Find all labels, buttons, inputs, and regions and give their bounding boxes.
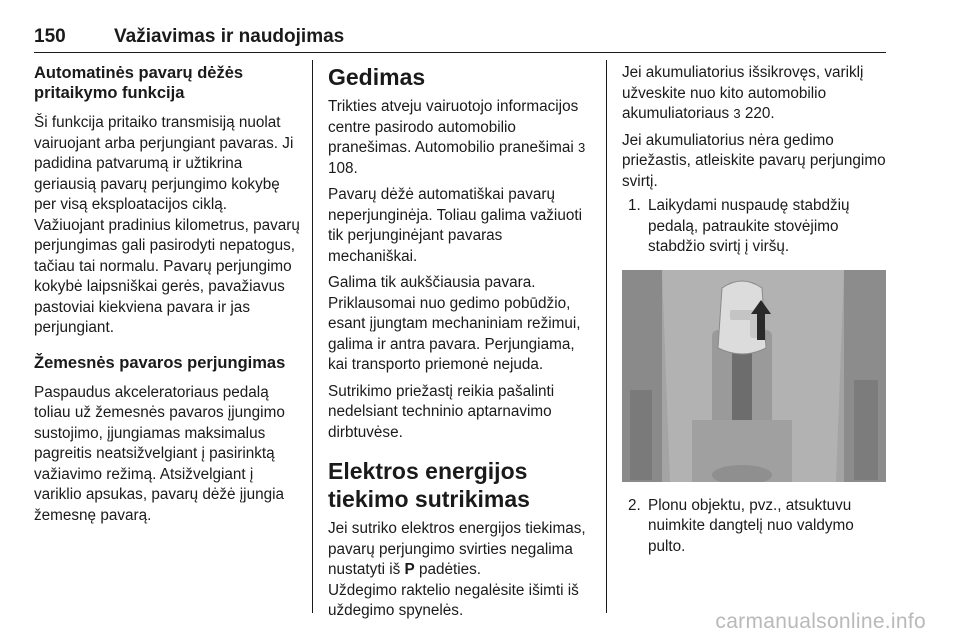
page-number: 150 xyxy=(34,26,66,47)
list-item xyxy=(622,196,888,258)
column-1 xyxy=(34,63,300,526)
steps-list xyxy=(622,196,888,258)
paragraph-kickdown: Paspaudus akceleratoriaus pedalą toliau už žemesnės pavaros įjungimo sustojimo, įjungiamas maksimalus pagreitis neatsižvelgiant į pasirinktą važiavimo režimą. Atsižvelgiant į variklio apsukas, pavarų dėžė įjungia žemesnę pavarą. xyxy=(34,383,285,524)
list-item xyxy=(622,496,888,558)
step-number: 2. xyxy=(628,496,641,514)
page-ref-link[interactable]: 108. xyxy=(328,159,358,177)
step-text: Plonu objektu, pvz., atsuktuvu nuimkite dangtelį nuo valdymo pulto. xyxy=(648,496,854,555)
paragraph-fault-1 xyxy=(328,97,594,179)
paragraph-battery-2: Jei akumuliatorius nėra gedimo priežastis, atleiskite pavarų perjungimo svirtį. xyxy=(622,131,886,190)
gear-selector-illustration xyxy=(622,270,886,482)
gear-selector-image xyxy=(622,270,886,482)
paragraph-fault-3: Galima tik aukščiausia pavara. Priklausomai nuo gedimo pobūdžio, esant įjungtam mechaniniam režimui, galima ir antra pavara. Perjungiama, kai transporto priemonė nejuda. xyxy=(328,274,581,373)
paragraph-fault-2: Pavarų dėžė automatiškai pavarų neperjunginėja. Toliau galima važiuoti tik perjunginėjant pavaras mechaniškai. xyxy=(328,186,582,265)
paragraph-power-2: Uždegimo raktelio negalėsite išimti iš uždegimo spynelės. xyxy=(328,581,579,619)
column-2 xyxy=(328,63,594,622)
paragraph-power-1 xyxy=(328,519,594,581)
paragraph-fault-4: Sutrikimo priežastį reikia pašalinti nedelsiant techninio aptarnavimo dirbtuvėse. xyxy=(328,382,555,441)
paragraph-battery-1-text: Jei akumuliatorius išsikrovęs, variklį užveskite nuo kito automobilio akumuliatoriaus xyxy=(622,64,864,122)
park-position-label: P xyxy=(404,561,415,578)
paragraph-battery-1 xyxy=(622,63,888,125)
paragraph-power-1-text: Jei sutriko elektros energijos tiekimas, pavarų perjungimo svirties negalima nustatyti iš xyxy=(328,520,586,578)
step-number: 1. xyxy=(628,197,641,214)
page-ref-arrow-icon: 3 xyxy=(733,106,741,121)
step-text: Laikydami nuspaudę stabdžių pedalą, patraukite stovėjimo stabdžio svirtį į viršų. xyxy=(648,197,850,255)
page-header xyxy=(34,26,886,53)
column-divider xyxy=(312,60,313,613)
heading-power-failure: Elektros energijos tiekimo sutrikimas xyxy=(328,458,530,512)
column-3 xyxy=(622,63,888,557)
column-divider xyxy=(606,60,607,613)
running-head: Važiavimas ir naudojimas xyxy=(114,26,345,47)
heading-adaptive-function: Automatinės pavarų dėžės pritaikymo funkcija xyxy=(34,64,244,102)
page-ref-link[interactable]: 220. xyxy=(744,105,775,122)
heading-fault: Gedimas xyxy=(328,64,426,90)
paragraph-power-1-end: padėties. xyxy=(418,561,482,578)
watermark: carmanualsonline.info xyxy=(715,610,926,633)
heading-kickdown: Žemesnės pavaros perjungimas xyxy=(34,353,286,372)
steps-list xyxy=(622,496,888,558)
page-ref-arrow-icon: 3 xyxy=(577,140,586,155)
paragraph-adaptive: Ši funkcija pritaiko transmisiją nuolat vairuojant arba perjungiant pavaras. Ji padidina patvarumą ir užtikrina geriausią pavarų perjungimo kokybę per visą eksploatacijos ciklą. Važiuojant pradinius kilometrus, pavarų perjungimas gali pasirodyti nepatogus, tačiau tai normalu. Pavarų perjungimo kokybė laipsniškai gerės, pavažiavus pastoviai kiekviena pavara ir jas perjungiant. xyxy=(34,114,300,336)
paragraph-fault-1-text: Trikties atveju vairuotojo informacijos centre pasirodo automobilio pranešimas. Automobilio pranešimai xyxy=(328,98,579,156)
